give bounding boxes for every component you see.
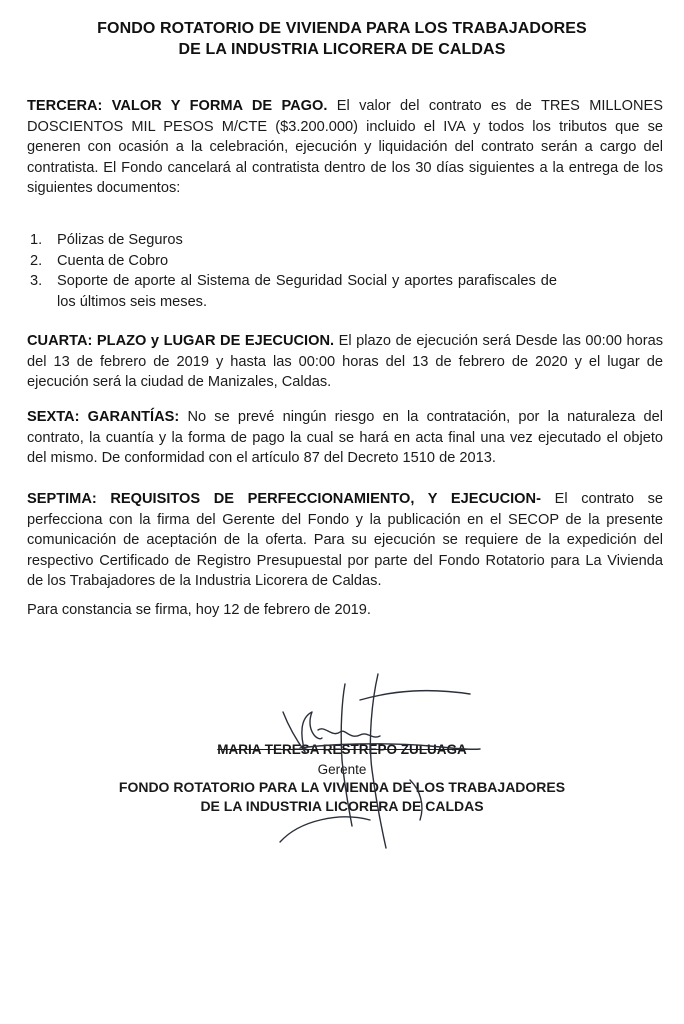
clause-sexta-body: No se prevé ningún riesgo en la contratación, por la naturaleza del contrato, la cuantía y la forma de pago la cual se hará en acta final una vez ejecutado el objeto del mismo. De conformidad con el artículo 87 del Decreto 1510 de 2013. xyxy=(27,409,663,466)
list-item xyxy=(27,230,587,251)
document-title-line-1: FONDO ROTATORIO DE VIVIENDA PARA LOS TRABAJADORES xyxy=(97,20,587,37)
list-item-number: 1. xyxy=(30,232,43,248)
list-item-number: 3. xyxy=(30,273,43,289)
clause-cuarta-heading: CUARTA: PLAZO y LUGAR DE EJECUCION. xyxy=(27,333,335,349)
clause-tercera xyxy=(27,96,663,199)
list-item-text: Pólizas de Seguros xyxy=(57,232,183,248)
clause-tercera-body: El valor del contrato es de TRES MILLONES DOSCIENTOS MIL PESOS M/CTE ($3.200.000) incluido el IVA y todos los tributos que se generen con ocasión a la celebración, ejecución y liquidación del contrato serán a cargo del contratista. El Fondo cancelará al contratista dentro de los 30 días siguientes a la entrega de los siguientes documentos: xyxy=(27,98,663,196)
signatory-org-line-1: FONDO ROTATORIO PARA LA VIVIENDA DE LOS TRABAJADORES xyxy=(118,779,566,795)
clause-septima xyxy=(27,489,663,592)
closing-statement: Para constancia se firma, hoy 12 de febrero de 2019. xyxy=(27,602,371,618)
signatory-org-line-2: DE LA INDUSTRIA LICORERA DE CALDAS xyxy=(200,798,484,814)
list-item-text: Soporte de aporte al Sistema de Seguridad Social y aportes parafiscales de los últimos seis meses. xyxy=(57,273,557,310)
list-item-text: Cuenta de Cobro xyxy=(57,252,169,269)
clause-cuarta-body: El plazo de ejecución será Desde las 00:00 horas del 13 de febrero de 2019 y hasta las 00:00 horas del 13 de febrero de 2020 y el lugar de ejecución será la ciudad de Manizales, Caldas. xyxy=(27,333,663,390)
clause-septima-heading: SEPTIMA: REQUISITOS DE PERFECCIONAMIENTO, Y EJECUCION- xyxy=(27,491,541,507)
clause-sexta xyxy=(27,407,663,469)
signatory-name: MARIA TERESA RESTREPO ZULUAGA xyxy=(217,742,467,757)
clause-tercera-heading: TERCERA: VALOR Y FORMA DE PAGO. xyxy=(27,98,328,114)
signatory-role: Gerente xyxy=(317,762,367,777)
clause-sexta-heading: SEXTA: GARANTÍAS: xyxy=(27,409,180,425)
clause-cuarta xyxy=(27,331,663,393)
list-item-number: 2. xyxy=(30,252,43,269)
list-item xyxy=(27,271,557,312)
clause-septima-body: El contrato se perfecciona con la firma del Gerente del Fondo y la publicación en el SECOP de la presente comunicación de aceptación de la oferta. Para su ejecución se requiere de la expedición del respectivo Certificado de Registro Presupuestal por parte del Fondo Rotatorio para La Vivienda de los Trabajadores de la Industria Licorera de Caldas. xyxy=(27,491,663,589)
list-item xyxy=(27,251,587,272)
documents-list xyxy=(27,230,587,312)
document-title-line-2: DE LA INDUSTRIA LICORERA DE CALDAS xyxy=(178,41,506,58)
